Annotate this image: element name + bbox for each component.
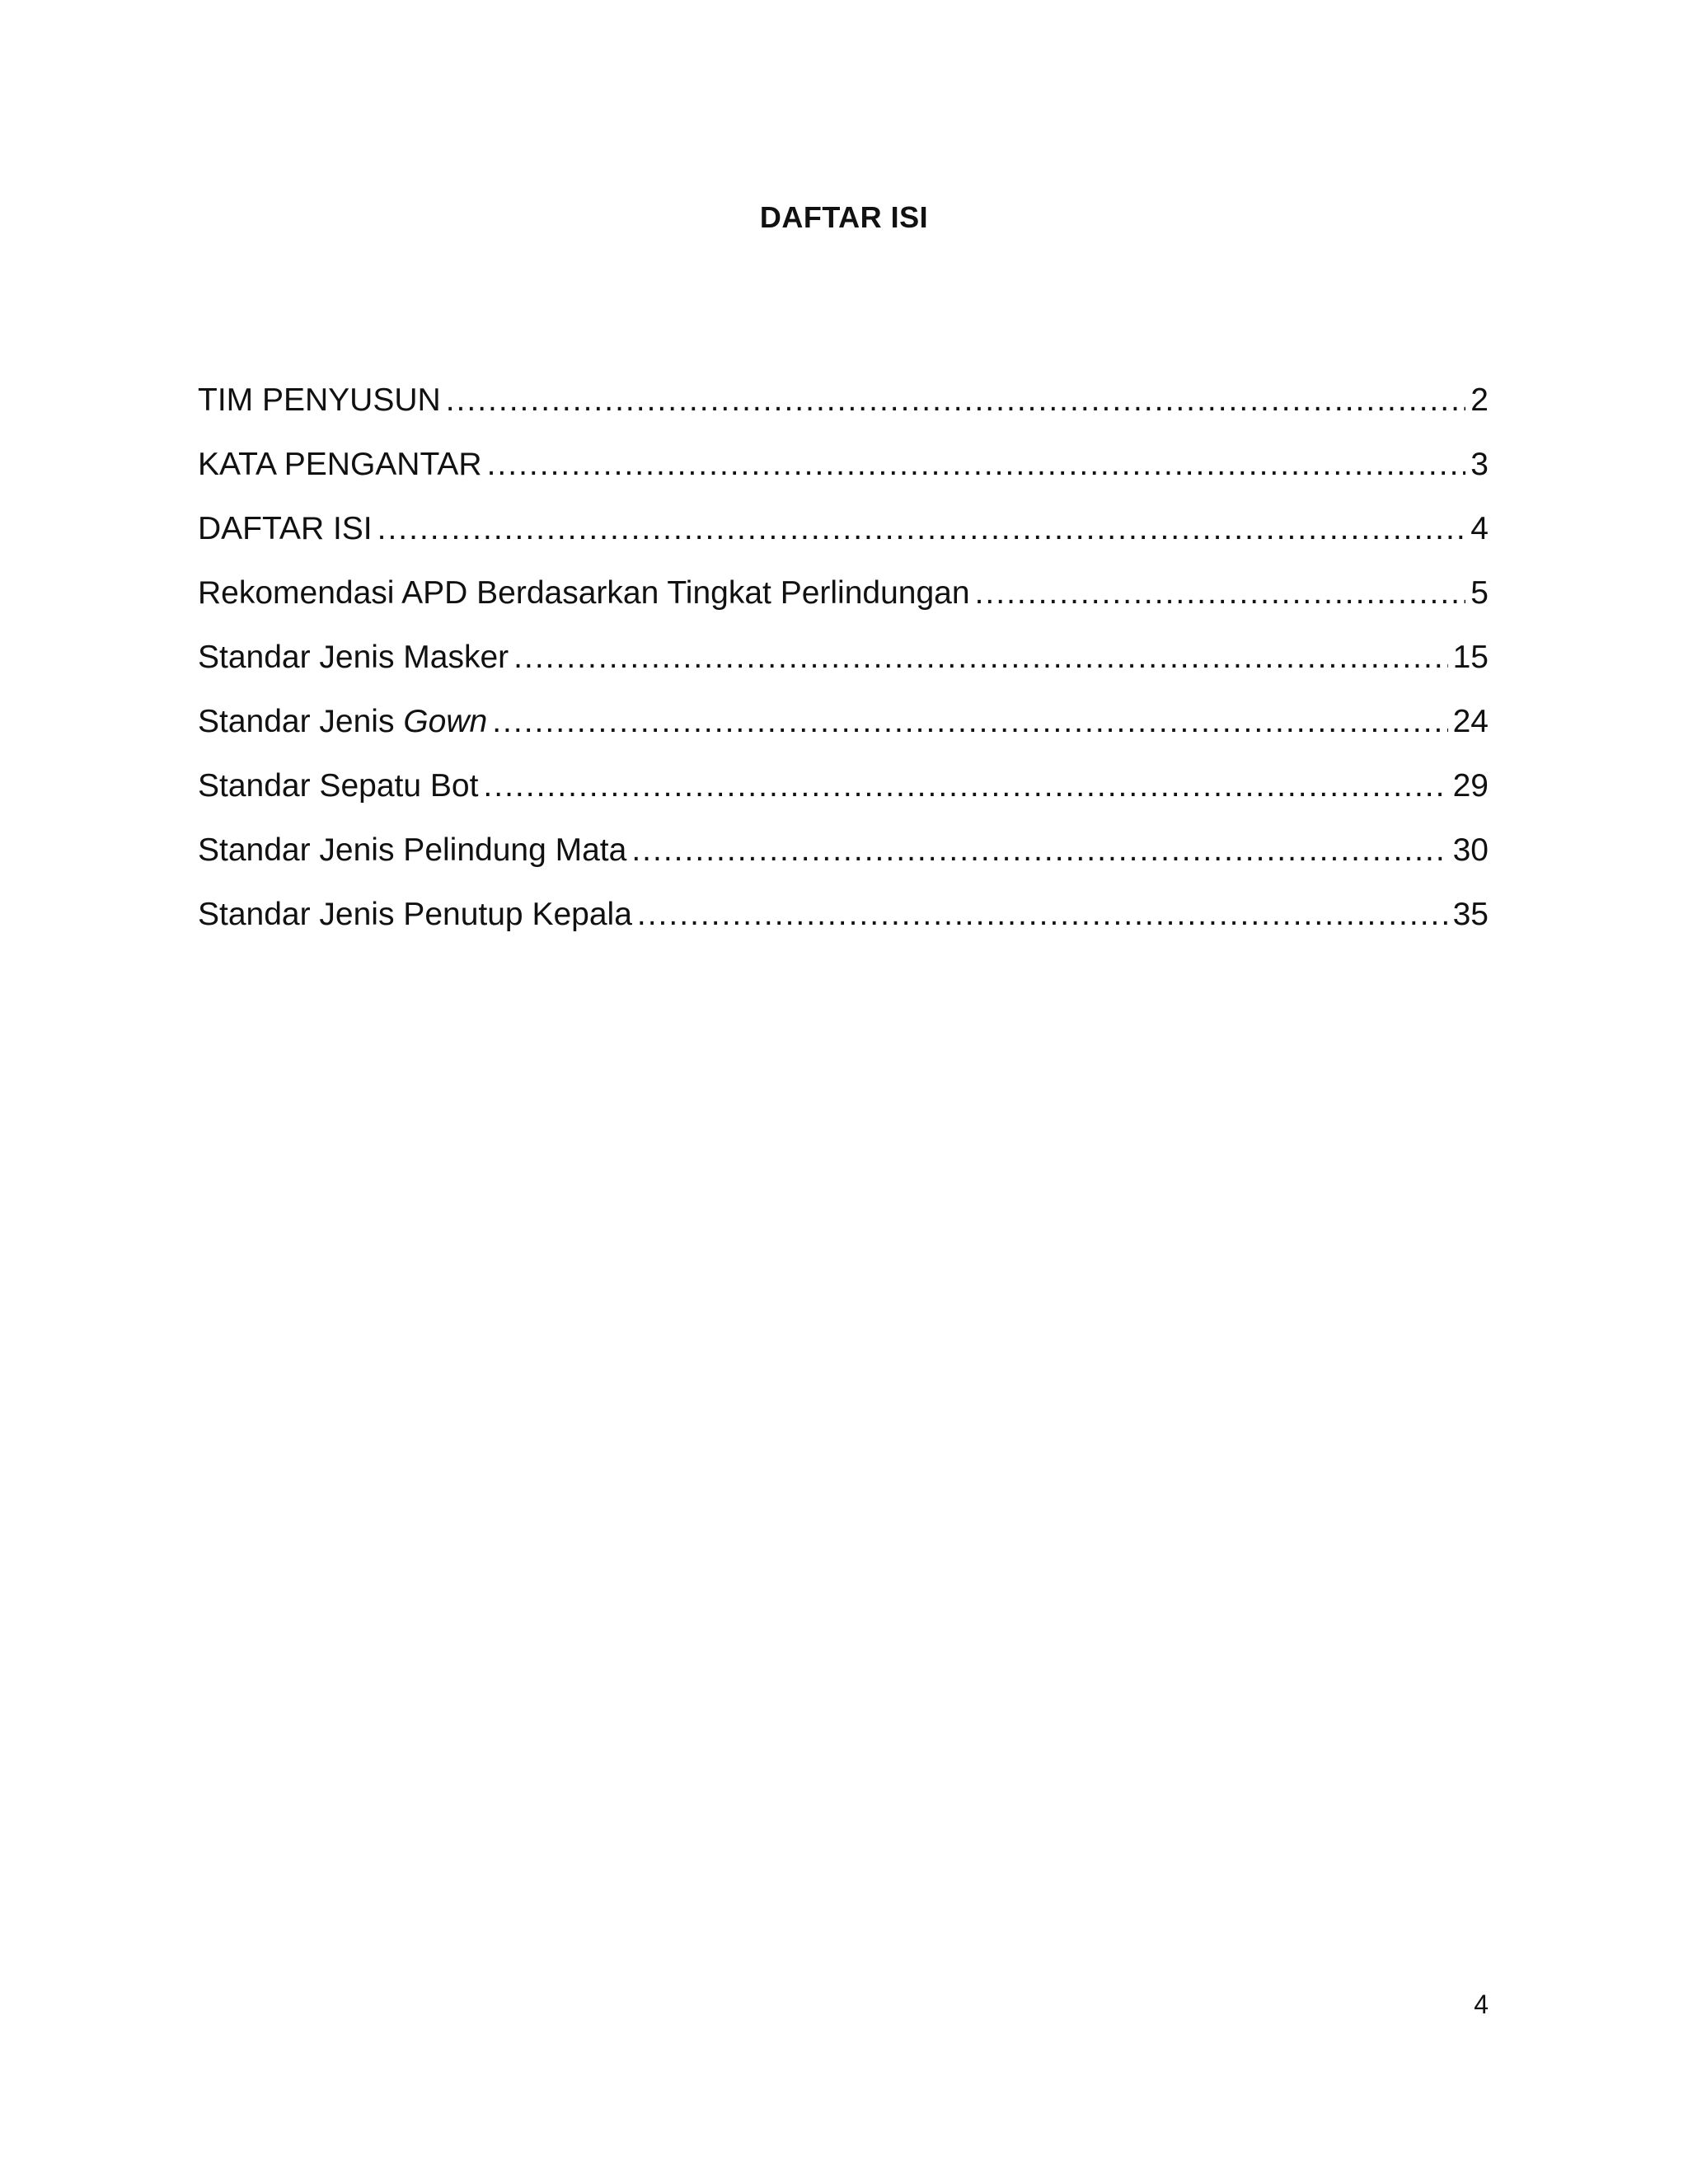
toc-entry-standar-jenis-pelindung-mata[interactable] bbox=[198, 831, 1489, 895]
toc-leader-dots bbox=[975, 574, 1466, 613]
toc-leader-dots bbox=[487, 445, 1466, 485]
toc-entry-rekomendasi-apd[interactable] bbox=[198, 574, 1489, 638]
toc-entry-label: DAFTAR ISI bbox=[198, 511, 373, 546]
toc-entry-label: Standar Jenis Masker bbox=[198, 640, 509, 675]
toc-entry-label: KATA PENGANTAR bbox=[198, 447, 482, 482]
toc-entry-standar-jenis-penutup-kepala[interactable] bbox=[198, 895, 1489, 959]
toc-entry-page: 15 bbox=[1452, 640, 1489, 675]
toc-leader-dots bbox=[492, 702, 1447, 742]
toc-leader-dots bbox=[446, 381, 1466, 420]
toc-entry-label: TIM PENYUSUN bbox=[198, 382, 441, 418]
page-number: 4 bbox=[1474, 1990, 1489, 2019]
page-title: DAFTAR ISI bbox=[759, 200, 929, 234]
toc-entry-page: 29 bbox=[1452, 768, 1489, 804]
toc-entry-label: Rekomendasi APD Berdasarkan Tingkat Perlindungan bbox=[198, 575, 970, 611]
toc-entry-standar-jenis-masker[interactable] bbox=[198, 638, 1489, 702]
toc-entry-page: 2 bbox=[1470, 382, 1489, 418]
toc-entry-label: Standar Jenis Penutup Kepala bbox=[198, 897, 632, 932]
toc-entry-label: Standar Sepatu Bot bbox=[198, 768, 479, 804]
toc-entry-page: 5 bbox=[1470, 575, 1489, 611]
table-of-contents bbox=[198, 381, 1489, 959]
toc-leader-dots bbox=[631, 831, 1447, 870]
toc-entry-page: 3 bbox=[1470, 447, 1489, 482]
toc-entry-page: 35 bbox=[1452, 897, 1489, 932]
toc-entry-page: 30 bbox=[1452, 832, 1489, 868]
toc-entry-page: 24 bbox=[1452, 704, 1489, 739]
toc-leader-dots bbox=[637, 895, 1448, 935]
toc-leader-dots bbox=[377, 509, 1466, 549]
toc-leader-dots bbox=[513, 638, 1447, 677]
toc-entry-page: 4 bbox=[1470, 511, 1489, 546]
toc-entry-standar-jenis-gown[interactable] bbox=[198, 702, 1489, 766]
toc-entry-label: Standar Jenis Pelindung Mata bbox=[198, 832, 627, 868]
toc-leader-dots bbox=[483, 766, 1447, 806]
toc-entry-kata-pengantar[interactable] bbox=[198, 445, 1489, 509]
toc-entry-tim-penyusun[interactable] bbox=[198, 381, 1489, 445]
toc-entry-label: Standar Jenis Gown bbox=[198, 704, 488, 739]
toc-entry-standar-sepatu-bot[interactable] bbox=[198, 766, 1489, 831]
toc-entry-daftar-isi[interactable] bbox=[198, 509, 1489, 574]
